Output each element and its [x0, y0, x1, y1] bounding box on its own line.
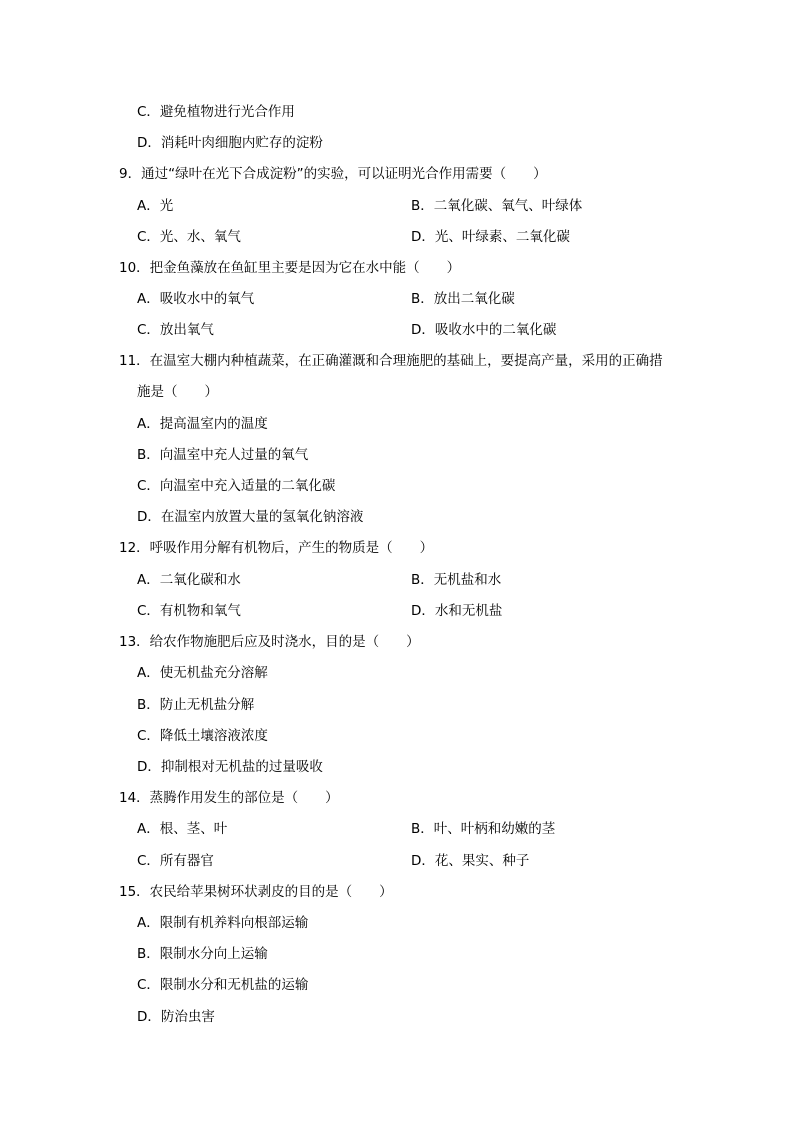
- q9-option-c: C．光、水、氧气: [137, 229, 241, 245]
- q8-option-c: C．避免植物进行光合作用: [137, 104, 295, 120]
- q15-option-a: A．限制有机养料向根部运输: [137, 915, 309, 931]
- q14-option-b: B．叶、叶柄和幼嫩的茎: [411, 821, 556, 837]
- q10-stem: 10．把金鱼藻放在鱼缸里主要是因为它在水中能（ ）: [119, 260, 461, 276]
- q13-option-b: B．防止无机盐分解: [137, 697, 255, 713]
- q12-option-d: D．水和无机盐: [411, 603, 503, 619]
- q11-option-a: A．提高温室内的温度: [137, 416, 268, 432]
- q15-option-b: B．限制水分向上运输: [137, 946, 268, 962]
- q14-option-c: C．所有器官: [137, 853, 214, 869]
- q10-option-a: A．吸收水中的氧气: [137, 291, 255, 307]
- q9-stem: 9．通过“绿叶在光下合成淀粉”的实验，可以证明光合作用需要（ ）: [119, 166, 547, 182]
- q10-option-b: B．放出二氧化碳: [411, 291, 515, 307]
- q15-option-d: D．防治虫害: [137, 1009, 215, 1025]
- q14-stem: 14．蒸腾作用发生的部位是（ ）: [119, 790, 339, 806]
- q11-stem-line2: 施是（ ）: [137, 384, 218, 400]
- q9-option-b: B．二氧化碳、氧气、叶绿体: [411, 198, 583, 214]
- q14-option-a: A．根、茎、叶: [137, 821, 228, 837]
- q9-option-a: A．光: [137, 198, 174, 214]
- q15-stem: 15．农民给苹果树环状剥皮的目的是（ ）: [119, 884, 393, 900]
- q9-option-d: D．光、叶绿素、二氧化碳: [411, 229, 570, 245]
- q12-option-a: A．二氧化碳和水: [137, 572, 241, 588]
- q12-option-c: C．有机物和氧气: [137, 603, 241, 619]
- q11-option-c: C．向温室中充入适量的二氧化碳: [137, 478, 336, 494]
- q15-option-c: C．限制水分和无机盐的运输: [137, 977, 309, 993]
- q11-stem-line1: 11．在温室大棚内种植蔬菜，在正确灌溉和合理施肥的基础上，要提高产量，采用的正确措: [119, 353, 663, 369]
- q8-option-d: D．消耗叶肉细胞内贮存的淀粉: [137, 135, 323, 151]
- q13-option-c: C．降低土壤溶液浓度: [137, 728, 268, 744]
- q14-option-d: D．花、果实、种子: [411, 853, 530, 869]
- q13-option-d: D．抑制根对无机盐的过量吸收: [137, 759, 323, 775]
- q13-stem: 13．给农作物施肥后应及时浇水，目的是（ ）: [119, 634, 420, 650]
- q12-stem: 12．呼吸作用分解有机物后，产生的物质是（ ）: [119, 540, 434, 556]
- q11-option-d: D．在温室内放置大量的氢氧化钠溶液: [137, 509, 364, 525]
- q11-option-b: B．向温室中充人过量的氧气: [137, 447, 309, 463]
- q13-option-a: A．使无机盐充分溶解: [137, 665, 268, 681]
- q10-option-c: C．放出氧气: [137, 322, 214, 338]
- q12-option-b: B．无机盐和水: [411, 572, 502, 588]
- q10-option-d: D．吸收水中的二氧化碳: [411, 322, 557, 338]
